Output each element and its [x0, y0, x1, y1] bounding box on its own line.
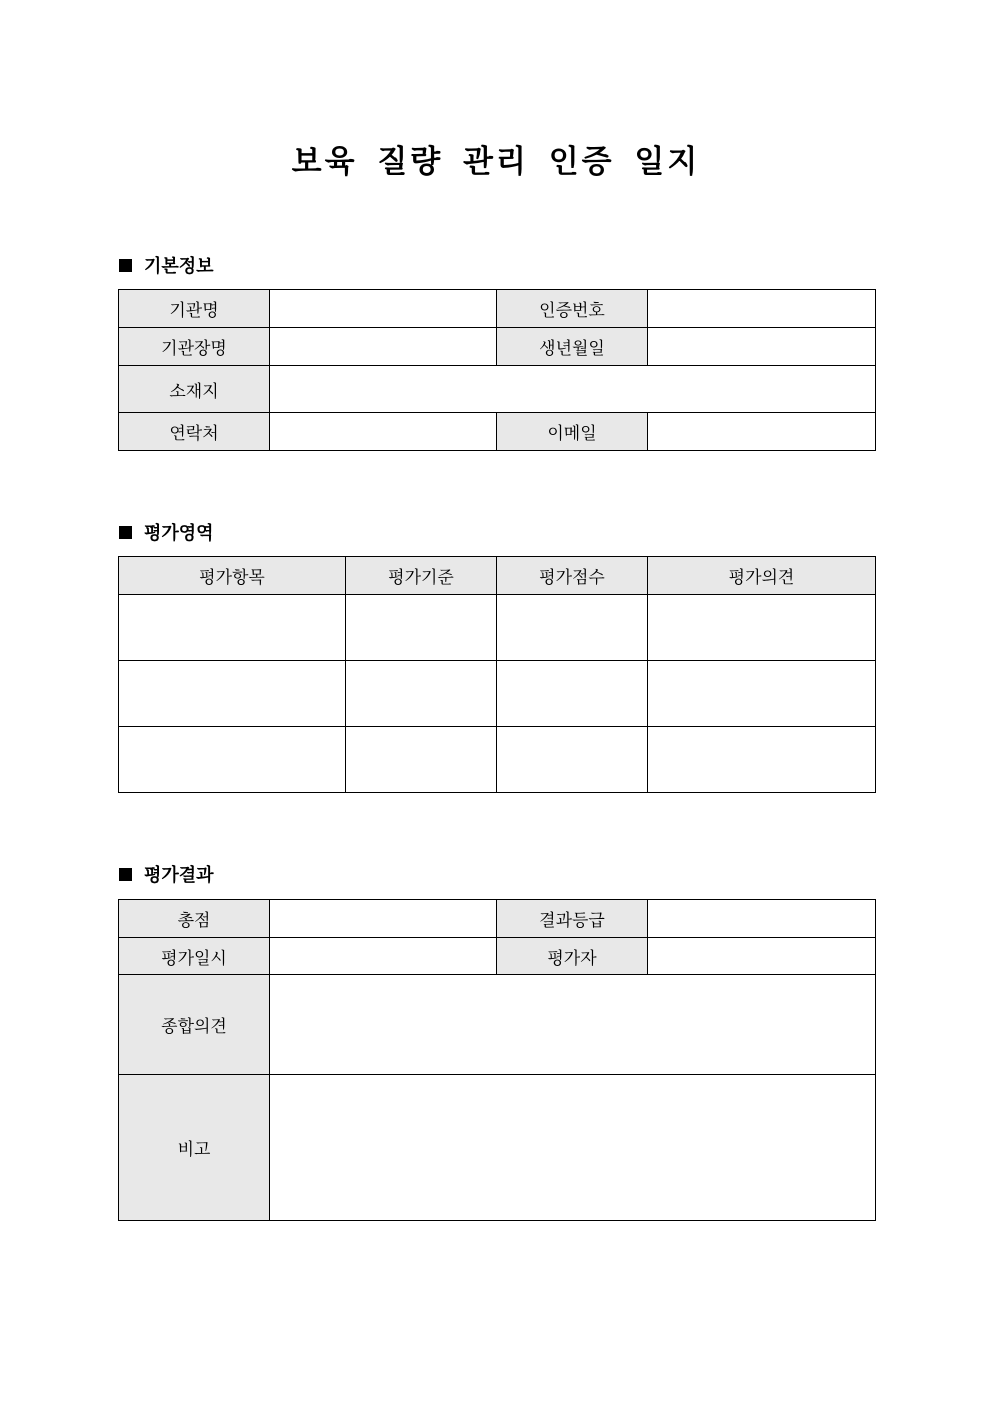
eval-item-cell[interactable] [119, 595, 346, 661]
basic-info-heading [119, 253, 214, 277]
table-row [119, 595, 876, 661]
table-row [119, 290, 876, 328]
eval-score-cell[interactable] [497, 595, 648, 661]
evaluator-field[interactable] [648, 938, 876, 975]
cert-number-label: 인증번호 [497, 290, 648, 328]
evaluation-result-heading-label: 평가결과 [144, 865, 214, 886]
table-row [119, 413, 876, 451]
cert-number-field[interactable] [648, 290, 876, 328]
overall-opinion-label: 종합의견 [119, 975, 270, 1075]
evaluator-label: 평가자 [497, 938, 648, 975]
eval-datetime-label: 평가일시 [119, 938, 270, 975]
eval-opinion-cell[interactable] [648, 661, 876, 727]
evaluation-result-heading [119, 862, 214, 886]
table-row [119, 727, 876, 793]
eval-score-cell[interactable] [497, 661, 648, 727]
table-row [119, 328, 876, 366]
location-label: 소재지 [119, 366, 270, 413]
eval-item-cell[interactable] [119, 661, 346, 727]
contact-label: 연락처 [119, 413, 270, 451]
basic-info-heading-label: 기본정보 [144, 256, 214, 277]
table-row [119, 661, 876, 727]
evaluation-area-heading [119, 520, 214, 544]
eval-opinion-cell[interactable] [648, 727, 876, 793]
contact-field[interactable] [270, 413, 497, 451]
eval-score-cell[interactable] [497, 727, 648, 793]
square-bullet-icon [119, 868, 132, 881]
column-header: 평가기준 [346, 557, 497, 595]
eval-criteria-cell[interactable] [346, 595, 497, 661]
email-field[interactable] [648, 413, 876, 451]
column-header: 평가의견 [648, 557, 876, 595]
result-grade-label: 결과등급 [497, 900, 648, 938]
table-row [119, 975, 876, 1075]
table-row [119, 900, 876, 938]
eval-criteria-cell[interactable] [346, 727, 497, 793]
birth-date-field[interactable] [648, 328, 876, 366]
evaluation-result-table [118, 899, 876, 1221]
eval-criteria-cell[interactable] [346, 661, 497, 727]
total-score-field[interactable] [270, 900, 497, 938]
column-header: 평가항목 [119, 557, 346, 595]
total-score-label: 총점 [119, 900, 270, 938]
square-bullet-icon [119, 259, 132, 272]
table-row [119, 938, 876, 975]
evaluation-area-table [118, 556, 876, 793]
director-name-label: 기관장명 [119, 328, 270, 366]
result-grade-field[interactable] [648, 900, 876, 938]
remarks-field[interactable] [270, 1075, 876, 1221]
birth-date-label: 생년월일 [497, 328, 648, 366]
overall-opinion-field[interactable] [270, 975, 876, 1075]
document-title: 보육 질량 관리 인증 일지 [291, 144, 701, 180]
director-name-field[interactable] [270, 328, 497, 366]
evaluation-area-heading-label: 평가영역 [144, 523, 214, 544]
eval-datetime-field[interactable] [270, 938, 497, 975]
eval-opinion-cell[interactable] [648, 595, 876, 661]
column-header: 평가점수 [497, 557, 648, 595]
table-row [119, 366, 876, 413]
table-header-row [119, 557, 876, 595]
email-label: 이메일 [497, 413, 648, 451]
square-bullet-icon [119, 526, 132, 539]
basic-info-table [118, 289, 876, 451]
table-row [119, 1075, 876, 1221]
location-field[interactable] [270, 366, 876, 413]
eval-item-cell[interactable] [119, 727, 346, 793]
institution-name-label: 기관명 [119, 290, 270, 328]
remarks-label: 비고 [119, 1075, 270, 1221]
institution-name-field[interactable] [270, 290, 497, 328]
